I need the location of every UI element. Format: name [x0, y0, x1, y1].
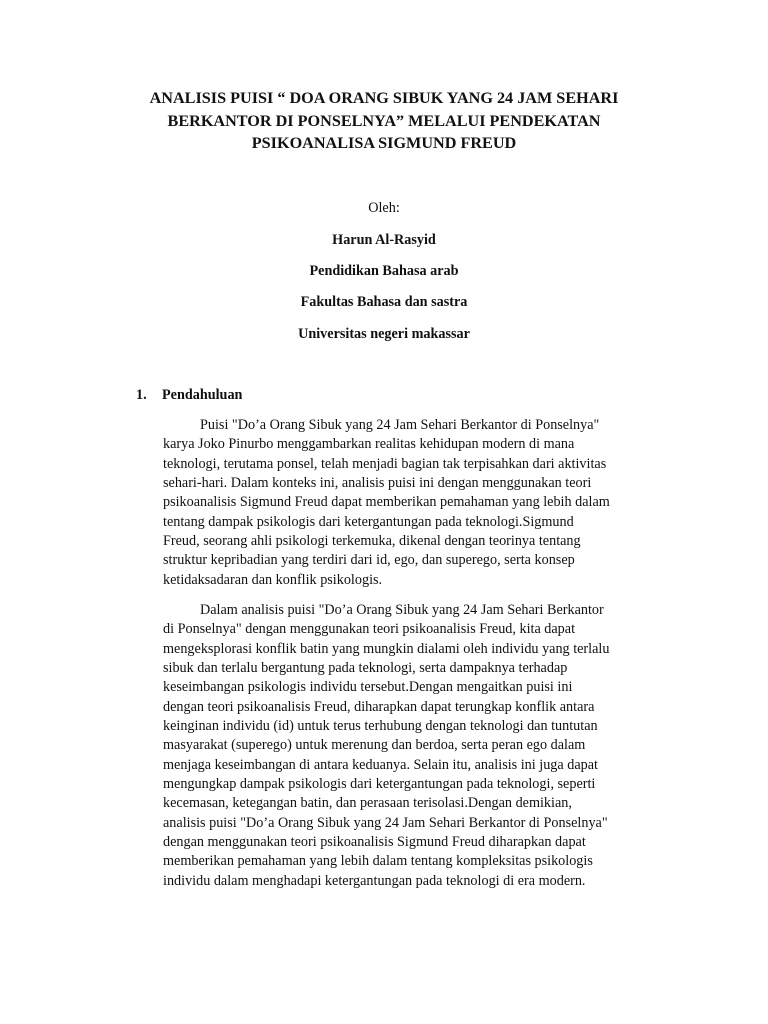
paragraph-line: mengeksplorasi konflik batin yang mungkin dialami oleh individu yang terlalu: [163, 640, 610, 657]
paragraph-line: masyarakat (superego) untuk merenung dan berdoa, serta peran ego dalam: [163, 737, 586, 754]
paragraph-line: Dalam analisis puisi "Do’a Orang Sibuk yang 24 Jam Sehari Berkantor: [200, 602, 604, 618]
paragraph-line: keseimbangan psikologis individu tersebut.Dengan mengaitkan puisi ini: [163, 679, 573, 696]
paragraph-line: Freud, seorang ahli psikologi terkemuka, dikenal dengan teorinya tentang: [163, 533, 581, 550]
paragraph-line: mengungkap dampak psikologis dari ketergantungan pada teknologi, seperti: [163, 776, 596, 793]
paragraph-line: Puisi "Do’a Orang Sibuk yang 24 Jam Sehari Berkantor di Ponselnya": [200, 417, 600, 433]
paragraph-line: sibuk dan terlalu bergantung pada teknologi, serta dampaknya terhadap: [163, 660, 568, 677]
title-line: BERKANTOR DI PONSELNYA” MELALUI PENDEKATAN: [167, 111, 601, 130]
paragraph-line: menjaga keseimbangan di antara keduanya. Selain itu, analisis ini juga dapat: [163, 756, 598, 773]
faculty: Fakultas Bahasa dan sastra: [300, 294, 468, 310]
university: Universitas negeri makassar: [298, 326, 470, 342]
paragraph-line: psikoanalisis Sigmund Freud dapat memberikan pemahaman yang lebih dalam: [163, 494, 610, 511]
byline-label: Oleh:: [368, 200, 400, 216]
paragraph-line: di Ponselnya" dengan menggunakan teori psikoanalisis Freud, kita dapat: [163, 621, 576, 638]
paragraph-line: kecemasan, ketegangan batin, dan perasaan terisolasi.Dengan demikian,: [163, 795, 572, 812]
paragraph-line: ketidaksadaran dan konflik psikologis.: [163, 571, 383, 588]
paragraph-line: karya Joko Pinurbo menggambarkan realitas kehidupan modern di mana: [163, 436, 575, 453]
paragraph-line: memberikan pemahaman yang lebih dalam tentang kompleksitas psikologis: [163, 853, 593, 870]
section-title: Pendahuluan: [162, 387, 243, 403]
paragraph-line: analisis puisi "Do’a Orang Sibuk yang 24 Jam Sehari Berkantor di Ponselnya": [163, 814, 608, 831]
paragraph-line: keinginan individu (id) untuk terus terhubung dengan teknologi dan tuntutan: [163, 718, 598, 735]
paragraph-line: sehari-hari. Dalam konteks ini, analisis puisi ini dengan menggunakan teori: [163, 475, 592, 492]
paragraph-line: dengan teori psikoanalisis Freud, diharapkan dapat terungkap konflik antara: [163, 698, 595, 715]
document-title: [100, 87, 668, 155]
paragraph-line: individu dalam menghadapi ketergantungan pada teknologi di era modern.: [163, 872, 586, 889]
section-heading: [136, 386, 242, 404]
paragraph-2: [163, 601, 663, 891]
title-line: ANALISIS PUISI “ DOA ORANG SIBUK YANG 24 JAM SEHARI: [149, 89, 619, 107]
paragraph-line: struktur kepribadian yang terdiri dari id, ego, dan superego, serta konsep: [163, 552, 575, 569]
department: Pendidikan Bahasa arab: [309, 263, 459, 279]
paragraph-line: tentang dampak psikologis dari ketergantungan pada teknologi.Sigmund: [163, 513, 574, 530]
section-number: 1.: [136, 387, 147, 403]
paragraph-1: [163, 416, 663, 590]
paragraph-line: teknologi, terutama ponsel, telah menjadi bagian tak terpisahkan dari aktivitas: [163, 455, 607, 472]
author-name: Harun Al-Rasyid: [332, 232, 436, 248]
title-line: PSIKOANALISA SIGMUND FREUD: [251, 134, 517, 152]
paragraph-line: dengan menggunakan teori psikoanalisis Sigmund Freud diharapkan dapat: [163, 834, 586, 851]
